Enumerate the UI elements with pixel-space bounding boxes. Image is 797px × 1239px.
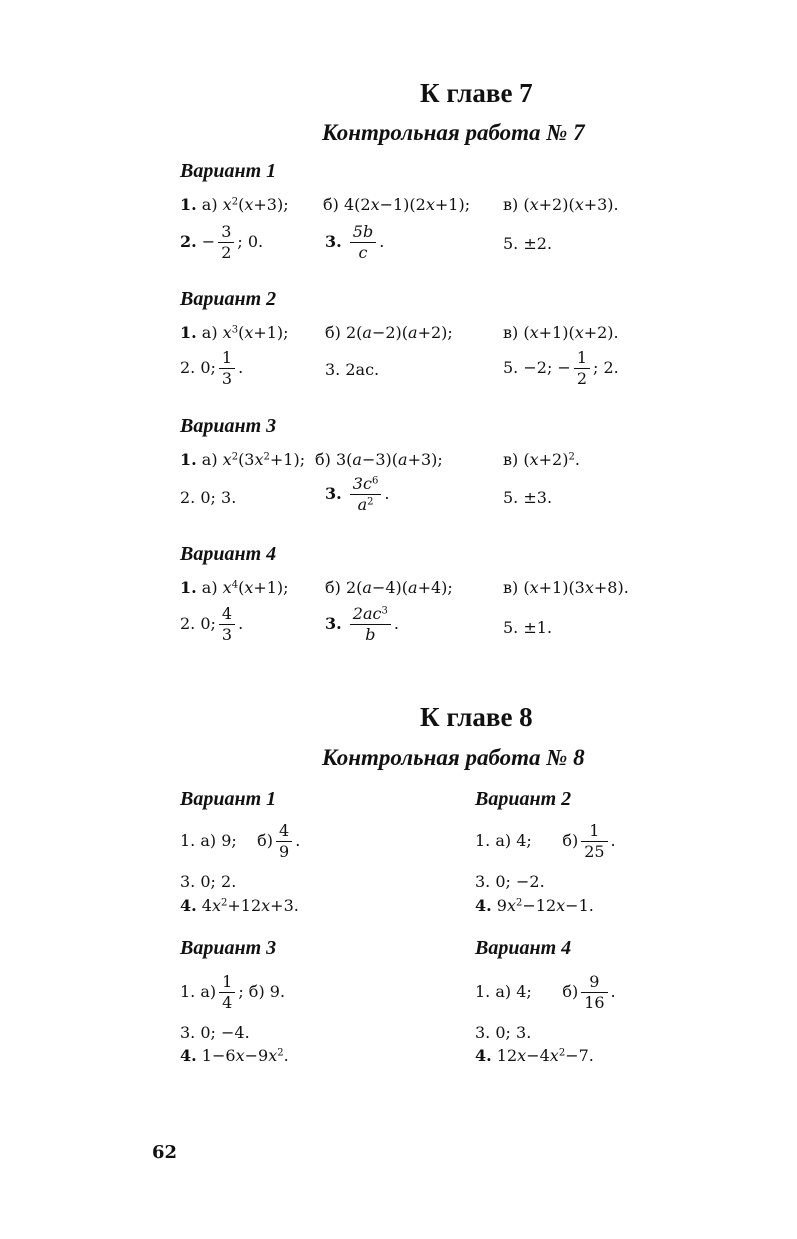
answer-line: 4. $12x-4x^2-7$. [475, 1046, 594, 1065]
variant-4-label: Вариант 4 [475, 937, 572, 959]
answer-line: в) (x+1)(3x+8). [503, 578, 629, 597]
answer-line: 4. $9x^2-12x-1$. [475, 896, 594, 915]
chapter-8-title: К главе 8 [420, 702, 533, 732]
answer-line: 3. 0; 3. [475, 1023, 532, 1042]
fraction: $\frac{2ac^3}{b}$ [350, 604, 391, 645]
variant-3-label: Вариант 3 [180, 415, 277, 437]
answer-line: 5. ±1. [503, 618, 553, 637]
test-7-title: Контрольная работа № 7 [322, 120, 585, 145]
answer-line: 3. 2ac. [325, 360, 380, 379]
variant-3-label: Вариант 3 [180, 937, 277, 959]
fraction: $\frac{9}{16}$ [581, 972, 607, 1013]
variant-1-label: Вариант 1 [180, 160, 277, 182]
test-8-title: Контрольная работа № 8 [322, 745, 585, 770]
answer-line: б) 4(2x−1)(2x+1); [323, 195, 471, 214]
answer-line: 1. а) 9; б) $\frac{4}{9}$ . [180, 821, 301, 861]
answer-line: 5. −2; − $\frac{1}{2}$ ; 2. [503, 348, 619, 388]
fraction: $\frac{1}{2}$ [574, 348, 590, 389]
answer-line: 5. ±3. [503, 488, 553, 507]
answer-line: 2. 0; $\frac{4}{3}$ . [180, 604, 244, 644]
answer-line: 1. а) $x^4(x+1)$; [180, 578, 289, 597]
answer-line: 3. 0; −2. [475, 872, 545, 891]
answer-line: 4. $4x^2+12x+3$. [180, 896, 299, 915]
answer-line: в) (x+2)(x+3). [503, 195, 619, 214]
answer-line: 1. а) $x^2(x+3)$; [180, 195, 289, 214]
answer-line: 2. 0; $\frac{1}{3}$ . [180, 348, 244, 388]
answer-line: в) $(x+2)^2$. [503, 450, 580, 469]
answer-line: 3. 0; 2. [180, 872, 237, 891]
variant-2-label: Вариант 2 [475, 788, 572, 810]
answer-line: б) 2(a−4)(a+4); [325, 578, 453, 597]
variant-1-label: Вариант 1 [180, 788, 277, 810]
answer-line: 3. $\frac{5b}{c}$ . [325, 222, 385, 262]
fraction: $\frac{1}{25}$ [581, 821, 607, 862]
fraction: $\frac{3}{2}$ [218, 222, 234, 263]
answer-line: 1. а) $\frac{1}{4}$ ; б) 9. [180, 972, 286, 1012]
chapter-7-title: К главе 7 [420, 78, 533, 108]
answer-line: 3. $\frac{3c^6}{a^2}$ . [325, 474, 390, 514]
page-number: 62 [152, 1142, 178, 1163]
fraction: $\frac{1}{4}$ [219, 972, 235, 1013]
answer-line: 3. 0; −4. [180, 1023, 250, 1042]
answer-line: 1. а) $x^2(3x^2+1)$; [180, 450, 306, 469]
answer-line: 2. 0; 3. [180, 488, 237, 507]
fraction: $\frac{3c^6}{a^2}$ [350, 474, 382, 515]
fraction: $\frac{4}{3}$ [219, 604, 235, 645]
variant-2-label: Вариант 2 [180, 288, 277, 310]
fraction: $\frac{5b}{c}$ [350, 222, 376, 263]
answer-line: 3. $\frac{2ac^3}{b}$ . [325, 604, 399, 644]
answer-line: б) 3(a−3)(a+3); [315, 450, 443, 469]
answer-line: 1. а) $x^3(x+1)$; [180, 323, 289, 342]
variant-4-label: Вариант 4 [180, 543, 277, 565]
answer-line: 2. − $\frac{3}{2}$ ; 0. [180, 222, 264, 262]
answer-line: б) 2(a−2)(a+2); [325, 323, 453, 342]
answer-line: в) (x+1)(x+2). [503, 323, 619, 342]
fraction: $\frac{1}{3}$ [219, 348, 235, 389]
answer-line: 1. а) 4; б) $\frac{9}{16}$ . [475, 972, 616, 1012]
answer-line: 5. ±2. [503, 234, 553, 253]
answer-line: 4. $1-6x-9x^2$. [180, 1046, 289, 1065]
fraction: $\frac{4}{9}$ [276, 821, 292, 862]
answer-line: 1. а) 4; б) $\frac{1}{25}$ . [475, 821, 616, 861]
